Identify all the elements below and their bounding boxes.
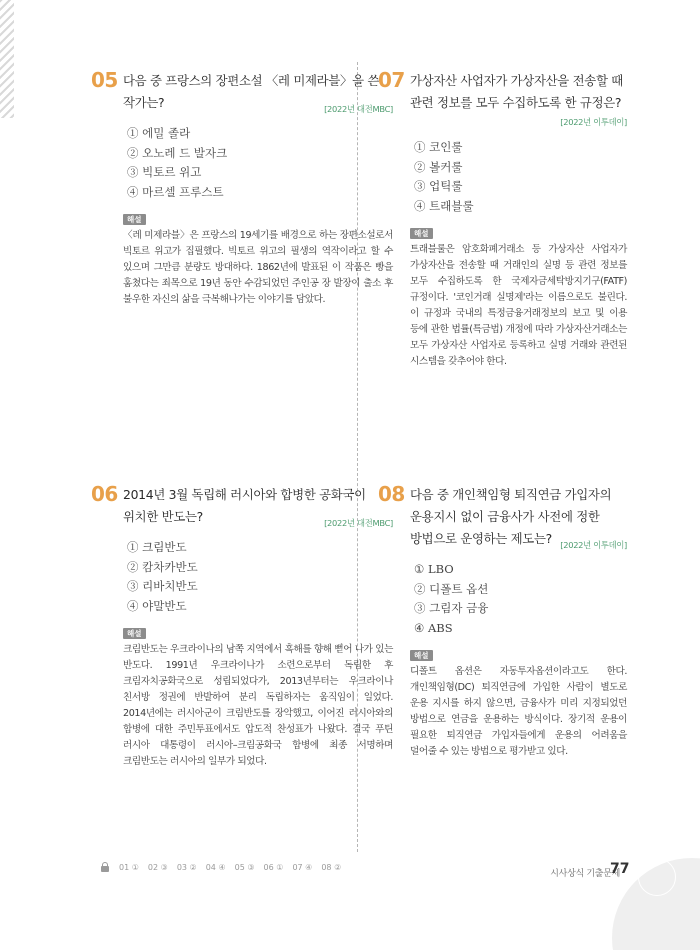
option-1[interactable]: ① 코인룰 — [414, 140, 463, 154]
option-3[interactable]: ③ 리바치반도 — [127, 579, 198, 593]
question-number: 06 — [91, 482, 118, 506]
explanation-text: 트래블룰은 암호화폐거래소 등 가상자산 사업자가 가상자산을 전송할 때 거래인의 실명 등 관련 정보를 모두 수집하도록 한 국제자금세탁방지기구(FATF) 규정이다. '코인거래 실명제'라는 이름으로도 불린다. 이 규정과 국내의 특정금융거래정보의 보고 및 이용 등에 관한 법률(특금법) 개정에 따라 가상자산거래소는 모두 가상자산 사업자로 등록하고 실명 거래와 관련된 시스템을 갖추어야 한다. — [410, 244, 627, 367]
answer-item: 06 ① — [263, 862, 284, 872]
option-1[interactable]: ① 크림반도 — [127, 540, 187, 554]
lock-icon — [100, 862, 110, 872]
option-4[interactable]: ④ 야말반도 — [127, 598, 187, 613]
option-1[interactable]: ① LBO — [414, 562, 454, 576]
answer-item: 08 ② — [321, 862, 342, 872]
question-text — [123, 484, 393, 528]
explanation-text: 크림반도는 우크라이나의 남쪽 지역에서 흑해를 향해 뻗어 나가 있는 반도다. 1991년 우크라이나가 소련으로부터 독립한 후 크림자치공화국으로 성립되었다가, 2013년부터는 우크라이나 친서방 정권에 반발하여 분리 독립하자는 움직임이 일었다. 2014년에는 러시아군이 크림반도를 장악했고, 이어진 러시아와의 합병에 대한 주민투표에서도 압도적 찬성표가 나왔다. 결국 푸틴 러시아 대통령이 러시아–크림공화국 합병에 최종 서명하며 크림반도는 러시아의 일부가 되었다. — [123, 644, 393, 767]
answer-item: 04 ④ — [205, 862, 226, 872]
question-source: [2022년 이투데이] — [560, 540, 627, 550]
question-header — [378, 482, 627, 550]
question-text — [410, 484, 627, 550]
answer-item: 03 ② — [176, 862, 197, 872]
question-text-content: 다음 중 프랑스의 장편소설 〈레 미제라블〉을 쓴 작가는? — [123, 73, 380, 110]
question-header — [378, 68, 627, 128]
question-text: 가상자산 사업자가 가상자산을 전송할 때 관련 정보를 모두 수집하도록 한 규정은? — [410, 73, 623, 110]
question-05 — [91, 68, 393, 308]
explanation-text: 디폴트 옵션은 자동투자옵션이라고도 한다. 개인책임형(DC) 퇴직연금에 가입한 사람이 별도로 운용 지시를 하지 않으면, 금융사가 미리 지정되었던 방법으로 연금을 운용하는 방식이다. 장기적 운용이 필요한 퇴직연금 가입자들에게 운용의 어려움을 덜어줄 수 있는 방법으로 평가받고 있다. — [410, 666, 627, 757]
option-list — [123, 124, 393, 202]
option-2[interactable]: ② 디폴트 옵션 — [414, 581, 489, 596]
question-source: [2022년 대전MBC] — [324, 104, 393, 114]
question-header — [91, 68, 393, 114]
question-text-content: 2014년 3월 독립해 러시아와 합병한 공화국이 위치한 반도는? — [123, 487, 366, 524]
option-3[interactable]: ③ 빅토르 위고 — [127, 165, 202, 179]
answer-item: 05 ③ — [234, 862, 255, 872]
question-number: 08 — [378, 482, 405, 506]
option-2[interactable]: ② 오노레 드 발자크 — [127, 145, 228, 160]
option-4[interactable]: ④ 마르셀 프루스트 — [127, 184, 224, 199]
option-2[interactable]: ② 볼커룰 — [414, 159, 463, 174]
option-4[interactable]: ④ 트래블룰 — [414, 198, 474, 213]
option-list — [410, 560, 627, 638]
option-3[interactable]: ③ 업틱룰 — [414, 179, 463, 193]
option-3[interactable]: ③ 그림자 금융 — [414, 601, 489, 615]
explanation-text: 〈레 미제라블〉은 프랑스의 19세기를 배경으로 하는 장편소설로서 빅토르 위고가 집필했다. 빅토르 위고의 필생의 역작이라고 할 수 있으며 그만큼 분량도 방대하다. 1862년에 발표된 이 작품은 빵을 훔쳤다는 죄목으로 19년 동안 수감되었던 주인공 장 발장이 출소 후 불우한 자신의 삶을 극복해나가는 이야기를 담았다. — [123, 230, 393, 305]
footer-title: 시사상식 기출문제 — [550, 869, 620, 879]
explanation-label: 해설 — [123, 214, 146, 225]
question-source: [2022년 대전MBC] — [324, 518, 393, 528]
question-number: 05 — [91, 68, 118, 92]
option-4[interactable]: ④ ABS — [414, 620, 453, 635]
question-source: [2022년 이투데이] — [560, 117, 627, 127]
explanation-label: 해설 — [410, 650, 433, 661]
explanation-label: 해설 — [410, 228, 433, 239]
footer-logo-ring — [638, 858, 676, 896]
answer-item: 02 ③ — [147, 862, 168, 872]
answer-item: 01 ① — [119, 862, 139, 872]
question-08 — [378, 482, 627, 760]
corner-hatch-decoration — [0, 0, 14, 118]
option-list — [123, 538, 393, 616]
question-text — [123, 70, 393, 114]
question-text-content: 다음 중 개인책임형 퇴직연금 가입자의 운용지시 없이 금융사가 사전에 정한 방법으로 운영하는 제도는? — [410, 487, 612, 546]
question-number: 07 — [378, 68, 405, 92]
question-header — [91, 482, 393, 528]
answer-item: 07 ④ — [292, 862, 313, 872]
page-number: 77 — [610, 861, 630, 877]
explanation-label: 해설 — [123, 628, 146, 639]
answer-key — [100, 862, 341, 872]
option-2[interactable]: ② 캄차카반도 — [127, 559, 198, 574]
question-07 — [378, 68, 627, 370]
option-1[interactable]: ① 에밀 졸라 — [127, 126, 191, 140]
question-06 — [91, 482, 393, 770]
option-list — [410, 138, 627, 216]
